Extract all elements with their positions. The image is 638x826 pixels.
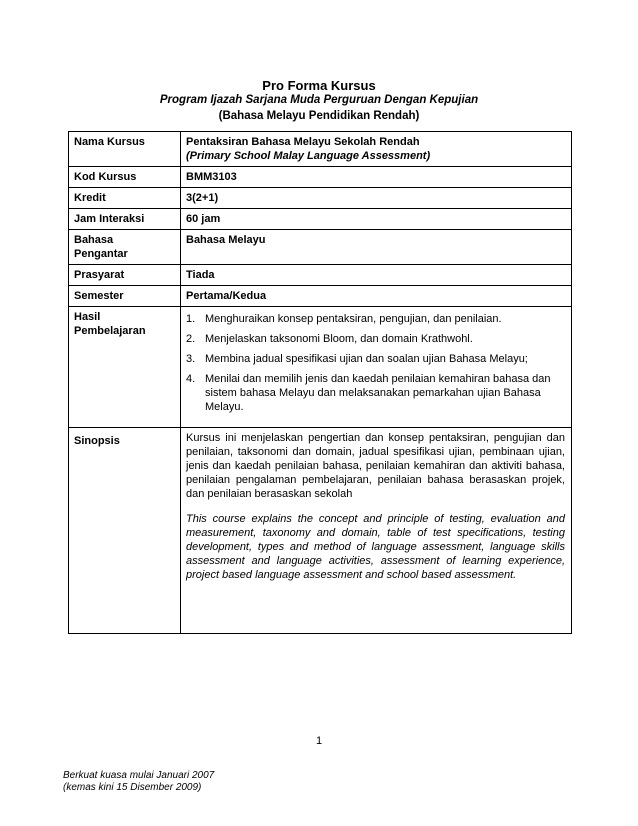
row-bahasa-pengantar xyxy=(69,230,572,265)
course-name-malay: Pentaksiran Bahasa Melayu Sekolah Rendah xyxy=(186,136,420,148)
list-item-number: 4. xyxy=(186,373,196,385)
label-prasyarat: Prasyarat xyxy=(69,265,181,286)
value-jam-interaksi: 60 jam xyxy=(181,209,572,230)
row-hasil-pembelajaran xyxy=(69,307,572,428)
course-proforma-table xyxy=(68,131,572,634)
label-hasil-line2: Pembelajaran xyxy=(74,325,146,337)
list-item xyxy=(186,352,565,366)
value-nama-kursus xyxy=(181,132,572,167)
row-nama-kursus xyxy=(69,132,572,167)
list-item-number: 2. xyxy=(186,333,196,345)
synopsis-english: This course explains the concept and principle of testing, evaluation and measurement, taxonomy and domain, table of test specifications, testing development, types and method of language assessment, language skills assessment and language activities, assessment of learning experience, project based language assessment and school based assessment. xyxy=(186,513,565,581)
program-specialization: (Bahasa Melayu Pendidikan Rendah) xyxy=(218,110,420,122)
label-semester: Semester xyxy=(69,286,181,307)
list-item-text: Menghuraikan konsep pentaksiran, pengujian, dan penilaian. xyxy=(205,313,502,325)
list-item xyxy=(186,312,565,326)
list-item xyxy=(186,332,565,346)
value-semester: Pertama/Kedua xyxy=(181,286,572,307)
list-item-text: Menilai dan memilih jenis dan kaedah penilaian kemahiran bahasa dan sistem bahasa Melayu dan melaksanakan pemarkahan ujian Bahasa Melayu. xyxy=(205,373,551,413)
label-hasil-pembelajaran xyxy=(69,307,181,428)
label-kod-kursus: Kod Kursus xyxy=(69,167,181,188)
list-item-number: 1. xyxy=(186,313,196,325)
row-sinopsis xyxy=(69,428,572,634)
footer-updated-date: (kemas kini 15 Disember 2009) xyxy=(63,782,202,793)
footer xyxy=(63,770,214,794)
row-prasyarat xyxy=(69,265,572,286)
list-item-number: 3. xyxy=(186,353,196,365)
synopsis-malay: Kursus ini menjelaskan pengertian dan konsep pentaksiran, pengujian dan penilaian, taksonomi dan domain, jadual spesifikasi ujian, pembinaan ujian, jenis dan kaedah penilaian bahasa, penilaian kemahiran dan aktiviti bahasa, penilaian pengalaman pembelajaran, penilaian bahasa berasaskan projek, dan penilaian berasaskan sekolah xyxy=(186,432,565,500)
list-item-text: Menjelaskan taksonomi Bloom, dan domain Krathwohl. xyxy=(205,333,473,345)
row-semester xyxy=(69,286,572,307)
row-kod-kursus xyxy=(69,167,572,188)
list-item-text: Membina jadual spesifikasi ujian dan soalan ujian Bahasa Melayu; xyxy=(205,353,528,365)
footer-effective-date: Berkuat kuasa mulai Januari 2007 xyxy=(63,770,215,781)
label-bahasa-pengantar xyxy=(69,230,181,265)
label-nama-kursus: Nama Kursus xyxy=(69,132,181,167)
value-kod-kursus: BMM3103 xyxy=(181,167,572,188)
course-name-english: (Primary School Malay Language Assessment) xyxy=(186,150,431,162)
label-bahasa-pengantar-line2: Pengantar xyxy=(74,248,128,260)
label-sinopsis: Sinopsis xyxy=(69,428,181,634)
value-kredit: 3(2+1) xyxy=(181,188,572,209)
value-sinopsis xyxy=(181,428,572,634)
value-prasyarat: Tiada xyxy=(181,265,572,286)
label-bahasa-pengantar-line1: Bahasa xyxy=(74,234,114,246)
label-hasil-line1: Hasil xyxy=(74,311,101,323)
row-jam-interaksi xyxy=(69,209,572,230)
program-name: Program Ijazah Sarjana Muda Perguruan Dengan Kepujian xyxy=(159,94,479,106)
page-number: 1 xyxy=(315,735,323,747)
label-jam-interaksi: Jam Interaksi xyxy=(69,209,181,230)
value-bahasa-pengantar: Bahasa Melayu xyxy=(181,230,572,265)
row-kredit xyxy=(69,188,572,209)
value-hasil-pembelajaran xyxy=(181,307,572,428)
label-kredit: Kredit xyxy=(69,188,181,209)
learning-outcomes-list xyxy=(186,312,565,414)
page-title: Pro Forma Kursus xyxy=(262,78,376,93)
list-item xyxy=(186,372,565,414)
